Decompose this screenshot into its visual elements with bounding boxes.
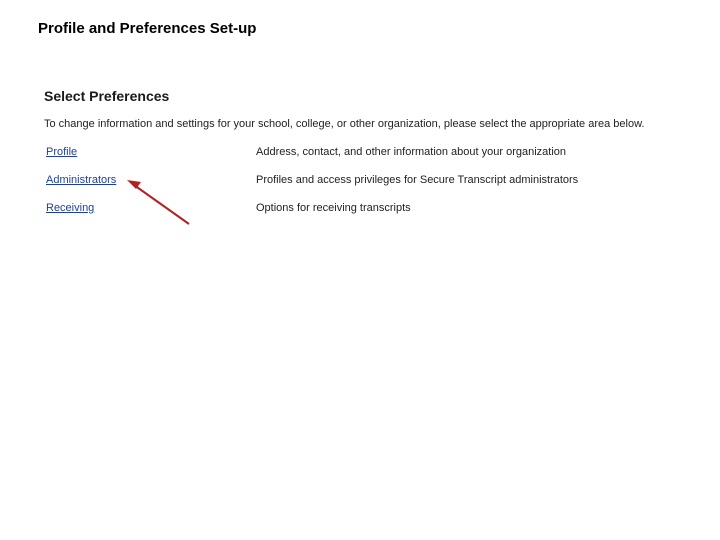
profile-link[interactable]: Profile: [46, 146, 78, 158]
administrators-link[interactable]: Administrators: [46, 174, 117, 186]
receiving-description: Options for receiving transcripts: [256, 202, 411, 214]
profile-description: Address, contact, and other information about your organization: [256, 146, 567, 158]
preference-row-administrators: [44, 174, 684, 190]
page-title: Profile and Preferences Set-up: [38, 20, 257, 37]
receiving-link[interactable]: Receiving: [46, 202, 95, 214]
preference-row-profile: [44, 146, 684, 162]
administrators-description: Profiles and access privileges for Secure Transcript administrators: [256, 174, 579, 186]
preference-row-receiving: [44, 202, 684, 218]
intro-text: To change information and settings for your school, college, or other organization, please select the appropriate area below.: [44, 118, 645, 130]
section-heading: Select Preferences: [44, 88, 170, 104]
